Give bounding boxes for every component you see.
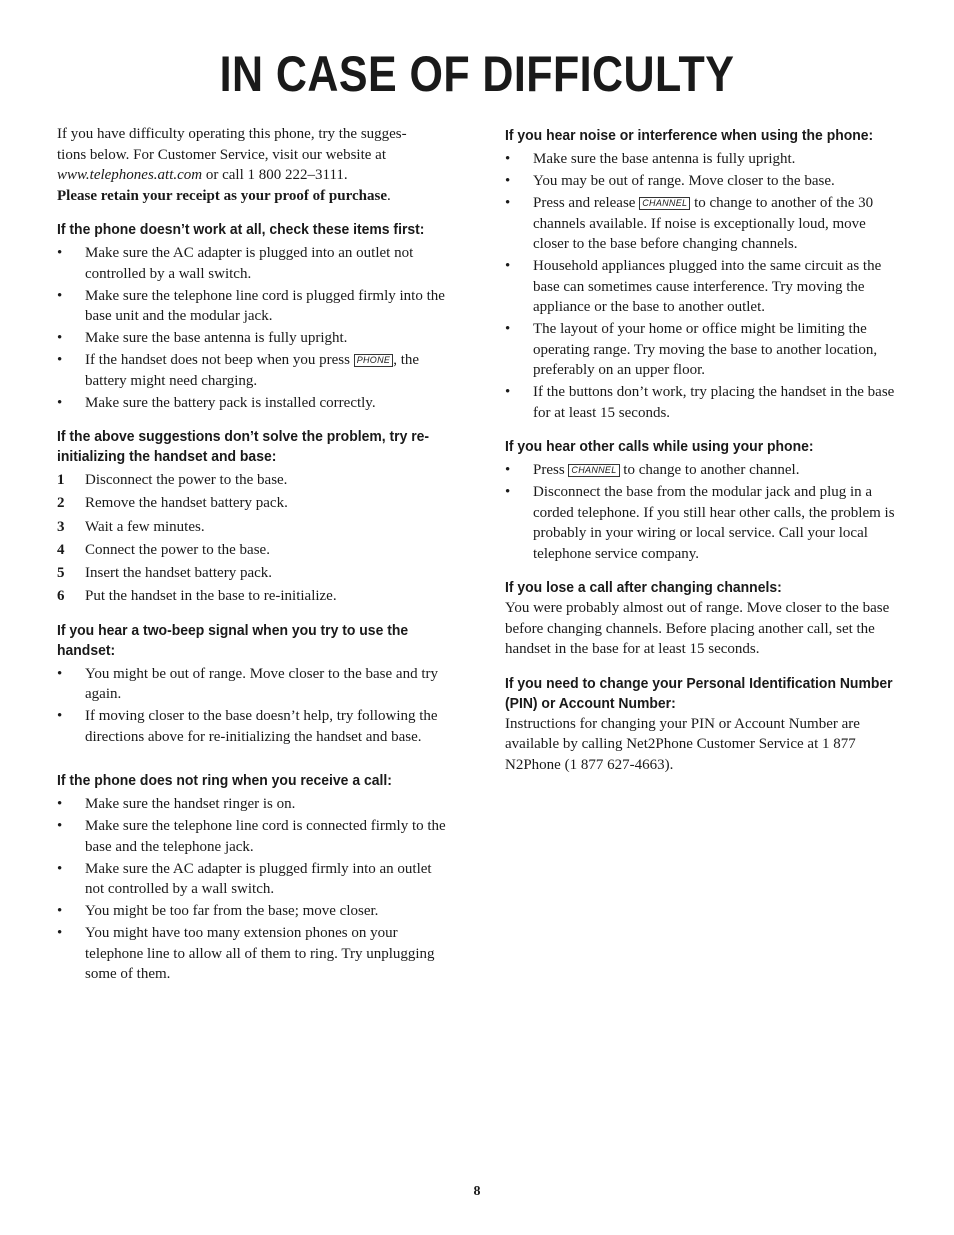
list-item-text: If the buttons don’t work, try placing the handset in the base for at least 15 seconds.	[533, 384, 895, 421]
section-no-ring	[57, 771, 447, 985]
list-item-text: Press and release	[533, 195, 640, 211]
intro-line-3	[57, 165, 447, 186]
list-item	[57, 350, 447, 391]
list-item-text: The layout of your home or office might be limiting the operating range. Try moving the base to another location, preferably on an upper floor.	[533, 321, 878, 378]
list-item-text: Make sure the AC adapter is plugged firmly into an outlet not controlled by a wall switch.	[85, 860, 432, 898]
channel-key-icon: CHANNEL	[639, 197, 690, 210]
bullet-list	[505, 149, 897, 423]
right-column	[505, 124, 897, 789]
step-item	[57, 517, 447, 538]
step-number: 6	[57, 588, 65, 605]
bullet-list	[57, 243, 447, 413]
bullet-icon: •	[57, 665, 63, 682]
list-item	[57, 328, 447, 349]
step-item	[57, 470, 447, 491]
step-text: Wait a few minutes.	[85, 518, 205, 535]
list-item-text: to change to another of the 30 channels available. If noise is exceptionally loud, move closer to the base before changing channels.	[533, 195, 874, 252]
list-item-text: , the battery might need charging.	[85, 352, 420, 389]
bullet-icon: •	[57, 287, 63, 304]
step-item	[57, 563, 447, 584]
list-item-text: Make sure the battery pack is installed correctly.	[85, 394, 376, 411]
section-pin	[505, 674, 897, 776]
section-heading: If you need to change your Personal Identification Number (PIN) or Account Number:	[505, 674, 893, 712]
section-heading: If you hear other calls while using your phone:	[505, 438, 814, 455]
step-item	[57, 493, 447, 514]
list-item	[57, 664, 447, 705]
section-heading: If the above suggestions don’t solve the problem, try re-initializing the handset and base:	[57, 428, 430, 465]
bullet-icon: •	[57, 860, 63, 877]
list-item	[57, 286, 447, 327]
section-not-working	[57, 220, 447, 413]
section-paragraph: You were probably almost out of range. Move closer to the base before changing channels. Before placing another call, set the handset in the base for at least 15 seconds.	[505, 600, 890, 657]
bullet-icon: •	[505, 258, 511, 274]
step-number: 2	[57, 495, 65, 512]
list-item-text: Press	[533, 462, 569, 478]
bullet-list	[57, 794, 447, 985]
bullet-icon: •	[57, 818, 63, 835]
list-item-text: You may be out of range. Move closer to the base.	[533, 173, 835, 189]
step-item	[57, 540, 447, 561]
list-item	[505, 382, 897, 423]
list-item	[505, 256, 897, 318]
step-text: Remove the handset battery pack.	[85, 495, 288, 512]
section-reinitialize	[57, 427, 447, 607]
list-item	[57, 901, 447, 922]
channel-key-icon: CHANNEL	[568, 464, 619, 477]
list-item	[57, 794, 447, 815]
step-text: Connect the power to the base.	[85, 541, 270, 558]
list-item	[505, 149, 897, 170]
numbered-list	[57, 470, 447, 607]
section-paragraph: Instructions for changing your PIN or Account Number are available by calling Net2Phone Customer Service at 1 877 N2Phone (1 877 627-4663).	[505, 715, 860, 773]
list-item	[57, 393, 447, 414]
page-title: IN CASE OF DIFFICULTY	[219, 46, 735, 102]
list-item-text: You might have too many extension phones on your telephone line to allow all of them to ring. Try unplugging some of them.	[85, 925, 435, 983]
step-text: Insert the handset battery pack.	[85, 565, 273, 582]
bullet-icon: •	[57, 903, 63, 920]
section-heading: If you hear a two-beep signal when you try to use the handset:	[57, 621, 409, 659]
step-number: 1	[57, 472, 65, 488]
list-item	[505, 319, 897, 381]
list-item-text: Disconnect the base from the modular jack and plug in a corded telephone. If you still hear other calls, the problem is probably in your wiring or local service. Call your local telephone service company.	[533, 484, 895, 562]
page-number: 8	[473, 1184, 481, 1199]
step-number: 5	[57, 565, 65, 582]
bullet-icon: •	[57, 330, 63, 346]
section-heading: If you lose a call after changing channels:	[505, 579, 782, 596]
step-number: 3	[57, 518, 65, 535]
list-item-text: Make sure the telephone line cord is connected firmly to the base and the telephone jack.	[85, 818, 446, 855]
section-heading: If the phone does not ring when you receive a call:	[57, 772, 392, 790]
section-heading: If the phone doesn’t work at all, check these items first:	[57, 221, 425, 238]
bullet-icon: •	[505, 484, 511, 500]
phone-key-icon: PHONE	[354, 354, 394, 367]
list-item-text: Make sure the base antenna is fully upright.	[85, 330, 348, 346]
list-item	[505, 482, 897, 564]
list-item-text: Make sure the AC adapter is plugged into an outlet not controlled by a wall switch.	[85, 245, 414, 282]
intro-paragraph	[57, 124, 447, 206]
intro-line-1: If you have difficulty operating this phone, try the sugges-	[57, 126, 407, 142]
list-item	[57, 243, 447, 284]
step-text: Put the handset in the base to re-initialize.	[85, 588, 337, 605]
section-noise	[505, 126, 897, 423]
bullet-list	[57, 664, 447, 748]
list-item-text: Make sure the handset ringer is on.	[85, 796, 296, 813]
bullet-icon: •	[505, 384, 511, 400]
step-text: Disconnect the power to the base.	[85, 472, 288, 488]
list-item	[57, 923, 447, 985]
bullet-icon: •	[505, 195, 511, 211]
section-other-calls	[505, 437, 897, 564]
list-item	[57, 816, 447, 857]
section-two-beep	[57, 621, 447, 748]
list-item	[505, 171, 897, 192]
receipt-notice: Please retain your receipt as your proof of purchase	[57, 187, 387, 204]
bullet-icon: •	[57, 394, 63, 411]
list-item-text: If the handset does not beep when you press	[85, 352, 354, 368]
list-item-text: You might be too far from the base; move closer.	[85, 903, 379, 920]
intro-line-4	[57, 186, 447, 207]
list-item	[57, 706, 447, 747]
bullet-icon: •	[57, 245, 63, 261]
step-item	[57, 586, 447, 607]
website-link[interactable]: www.telephones.att.com	[57, 167, 203, 183]
list-item-text: You might be out of range. Move closer to the base and try again.	[85, 665, 438, 703]
list-item-text: If moving closer to the base doesn’t help, try following the directions above for re-initializing the handset and base.	[85, 708, 438, 745]
bullet-icon: •	[57, 925, 63, 942]
bullet-icon: •	[57, 352, 63, 368]
section-lost-call	[505, 578, 897, 660]
list-item-text: Household appliances plugged into the same circuit as the base can sometimes cause interference. Try moving the appliance or the base to another outlet.	[533, 258, 882, 315]
intro-line-2: tions below. For Customer Service, visit our website at	[57, 146, 386, 163]
section-heading: If you hear noise or interference when using the phone:	[505, 127, 874, 144]
bullet-icon: •	[505, 151, 511, 167]
receipt-period: .	[386, 187, 391, 204]
bullet-list	[505, 460, 897, 564]
customer-service-phone: or call 1 800 222–3111.	[202, 167, 348, 183]
list-item	[505, 193, 897, 255]
list-item-text: Make sure the base antenna is fully upright.	[533, 151, 796, 167]
bullet-icon: •	[57, 796, 63, 813]
bullet-icon: •	[505, 321, 511, 337]
bullet-icon: •	[505, 462, 511, 478]
list-item-text: to change to another channel.	[619, 462, 800, 478]
list-item-text: Make sure the telephone line cord is plugged firmly into the base unit and the modular jack.	[85, 287, 445, 324]
bullet-icon: •	[57, 708, 63, 725]
list-item	[57, 859, 447, 900]
step-number: 4	[57, 541, 65, 558]
list-item	[505, 460, 897, 481]
left-column	[57, 124, 447, 999]
bullet-icon: •	[505, 173, 511, 189]
